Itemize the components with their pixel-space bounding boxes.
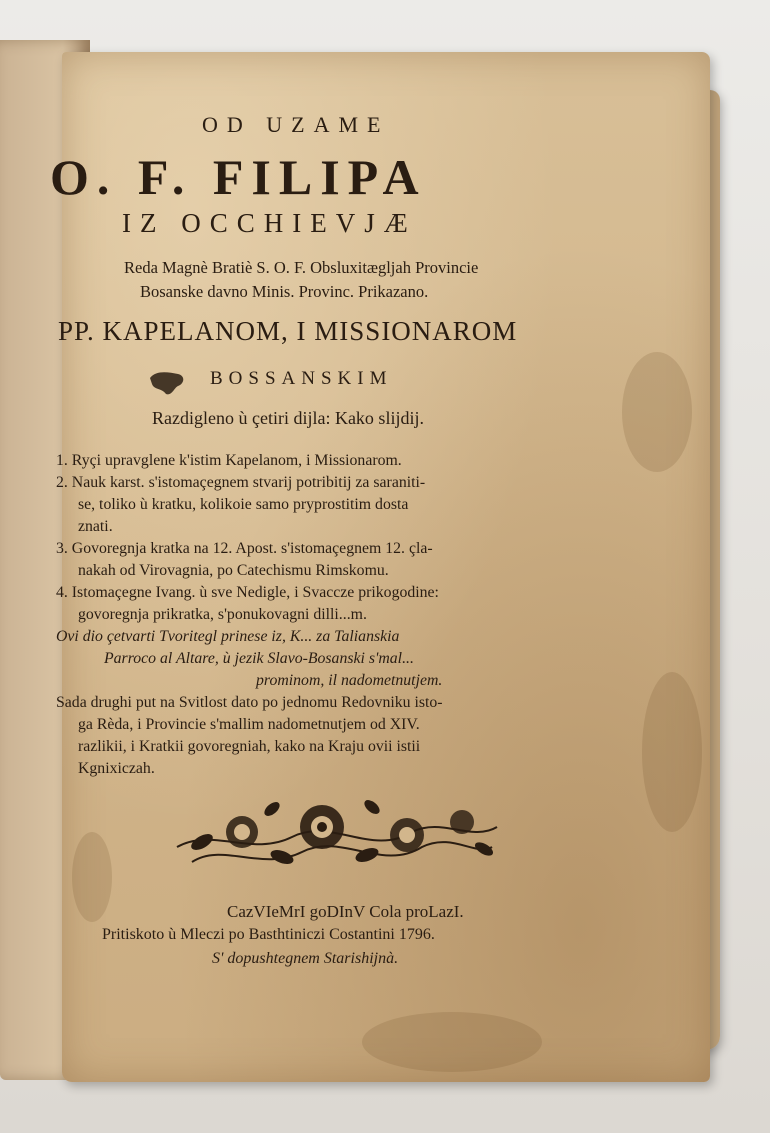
- paper-stain: [362, 1012, 542, 1072]
- contents-line: nakah od Virovagnia, po Catechismu Rimskomu.: [78, 562, 389, 579]
- imprint-chronogram: CazVIeMrI goDInV Cola proLazI.: [227, 902, 464, 921]
- contents-list: [56, 450, 616, 780]
- ink-blot-icon: [148, 368, 188, 398]
- title-author: O. F. FILIPA: [50, 149, 427, 205]
- title-bossanskim: BOSSANSKIM: [210, 368, 393, 389]
- title-od-uzame: OD UZAME: [202, 112, 390, 137]
- floral-ornament-icon: [172, 787, 502, 877]
- imprint-printed: Pritiskoto ù Mleczi po Basthtiniczi Costantini 1796.: [102, 926, 435, 943]
- italic-line: prominom, il nadometnutjem.: [256, 672, 443, 689]
- italic-line: Ovi dio çetvarti Tvoritegl prinese iz, K... za Talianskia: [56, 628, 400, 645]
- contents-line: se, toliko ù kratku, kolikoie samo pryprostitim dosta: [78, 496, 409, 513]
- paper-stain: [642, 672, 702, 832]
- title-recipients: PP. KAPELANOM, I MISSIONAROM: [58, 316, 518, 346]
- edition-line: razlikii, i Kratkii govoregniah, kako na Kraju ovii istii: [78, 738, 421, 755]
- title-page: [50, 52, 710, 1082]
- contents-line: 1. Ryçi upravglene k'istim Kapelanom, i Missionarom.: [56, 452, 402, 469]
- reda-line-2: Bosanske davno Minis. Provinc. Prikazano.: [140, 282, 429, 301]
- contents-line: 2. Nauk karst. s'istomaçegnem stvarij potribitij za saraniti-: [56, 474, 426, 491]
- paper-stain: [622, 352, 692, 472]
- contents-line: znati.: [78, 518, 113, 535]
- title-origin: IZ OCCHIEVJÆ: [122, 208, 417, 238]
- imprint-permission: S' dopushtegnem Starishijnà.: [212, 950, 399, 967]
- edition-line: Sada drughi put na Svitlost dato po jednomu Redovniku isto-: [56, 694, 443, 711]
- paper-stain: [72, 832, 112, 922]
- title-razdigleno: Razdigleno ù çetiri dijla: Kako slijdij.: [152, 408, 424, 428]
- italic-line: Parroco al Altare, ù jezik Slavo-Bosanski s'mal...: [104, 650, 414, 667]
- reda-line-1: Reda Magnè Bratiè S. O. F. Obsluxitægljah Provincie: [124, 258, 479, 277]
- edition-line: Kgnixiczah.: [78, 760, 155, 777]
- contents-line: 4. Istomaçegne Ivang. ù sve Nedigle, i Svaccze prikogodine:: [56, 584, 439, 601]
- contents-line: 3. Govoregnja kratka na 12. Apost. s'istomaçegnem 12. çla-: [56, 540, 433, 557]
- contents-line: govoregnja prikratka, s'ponukovagni dilli...m.: [78, 606, 367, 623]
- edition-line: ga Rèda, i Provincie s'mallim nadometnutjem od XIV.: [78, 716, 420, 733]
